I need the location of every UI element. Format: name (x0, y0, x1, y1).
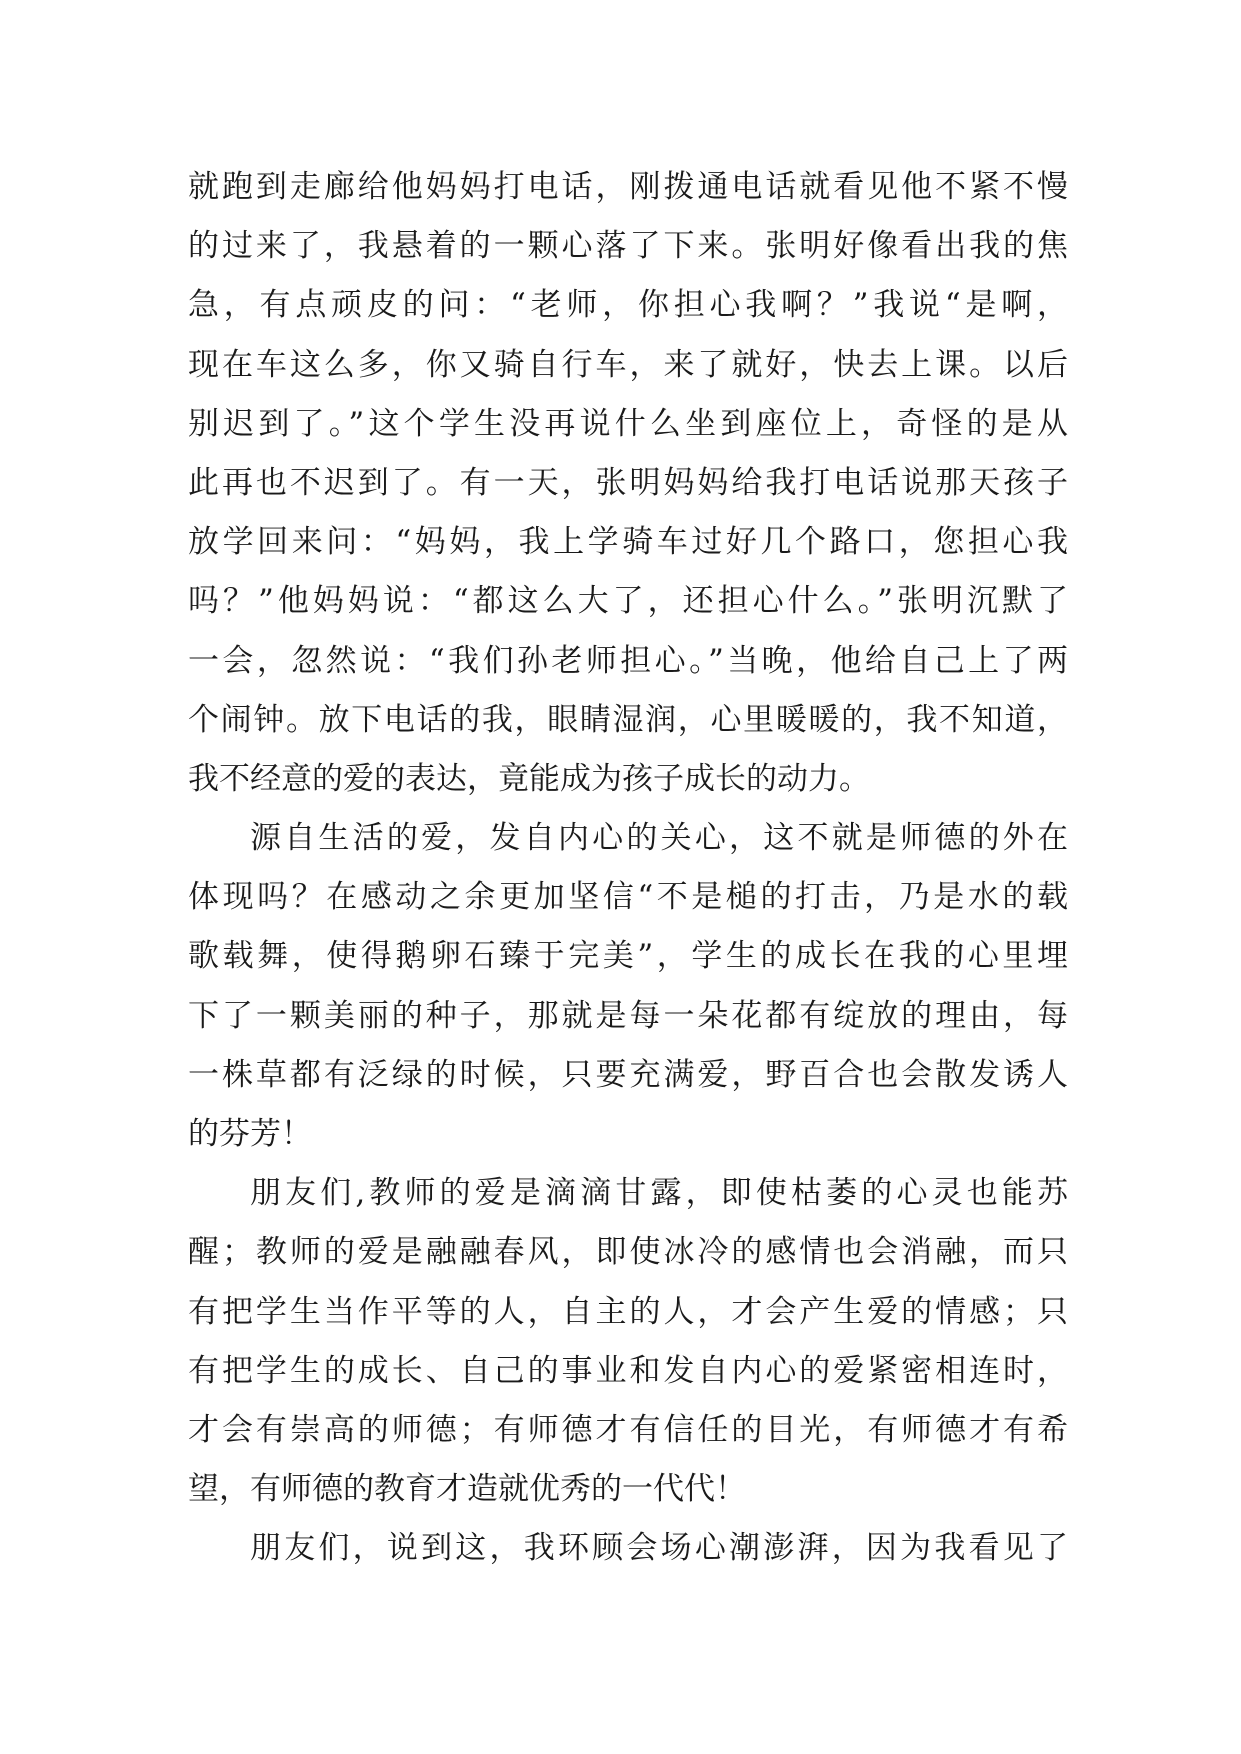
paragraph-last-line: 的芬芳！ (188, 1116, 312, 1152)
paragraph-last-line: 望，有师德的教育才造就优秀的一代代！ (188, 1471, 746, 1508)
text-line: 现在车这么多，你又骑自行车，来了就好，快去上课。以后 (188, 346, 1068, 383)
text-line: 才会有崇高的师德；有师德才有信任的目光，有师德才有希 (188, 1411, 1068, 1448)
text-line: 有把学生当作平等的人，自主的人，才会产生爱的情感；只 (188, 1293, 1068, 1330)
text-line: 歌载舞，使得鹅卵石臻于完美”，学生的成长在我的心里埋 (188, 938, 1068, 975)
text-line: 就跑到走廊给他妈妈打电话，刚拨通电话就看见他不紧不慢 (188, 169, 1068, 205)
text-line: 急，有点顽皮的问：“老师，你担心我啊？”我说“是啊， (188, 287, 1068, 324)
text-line: 放学回来问：“妈妈，我上学骑车过好几个路口，您担心我 (188, 524, 1068, 561)
text-line: 别迟到了。”这个学生没再说什么坐到座位上，奇怪的是从 (188, 405, 1068, 442)
text-line: 下了一颗美丽的种子，那就是每一朵花都有绽放的理由，每 (188, 997, 1068, 1034)
paragraph-first-line: 朋友们,教师的爱是滴滴甘露，即使枯萎的心灵也能苏 (250, 1175, 1068, 1212)
text-line: 一会，忽然说：“我们孙老师担心。”当晚，他给自己上了两 (188, 642, 1068, 679)
text-line: 体现吗？在感动之余更加坚信“不是槌的打击，乃是水的载 (188, 879, 1068, 916)
text-line: 个闹钟。放下电话的我，眼睛湿润，心里暖暖的，我不知道， (188, 701, 1068, 738)
paragraph-first-line: 源自生活的爱，发自内心的关心，这不就是师德的外在 (250, 820, 1068, 857)
text-line: 醒；教师的爱是融融春风，即使冰冷的感情也会消融，而只 (188, 1234, 1068, 1271)
text-line: 的过来了，我悬着的一颗心落了下来。张明好像看出我的焦 (188, 228, 1068, 265)
paragraph-first-line: 朋友们，说到这，我环顾会场心潮澎湃，因为我看见了 (250, 1530, 1068, 1567)
text-line: 此再也不迟到了。有一天，张明妈妈给我打电话说那天孩子 (188, 464, 1068, 501)
text-line: 一株草都有泛绿的时候，只要充满爱，野百合也会散发诱人 (188, 1056, 1068, 1093)
paragraph-last-line: 我不经意的爱的表达，竟能成为孩子成长的动力。 (188, 760, 870, 797)
document-body-text (188, 158, 1068, 1579)
text-line: 有把学生的成长、自己的事业和发自内心的爱紧密相连时， (188, 1352, 1068, 1389)
text-line: 吗？”他妈妈说：“都这么大了，还担心什么。”张明沉默了 (188, 583, 1068, 620)
